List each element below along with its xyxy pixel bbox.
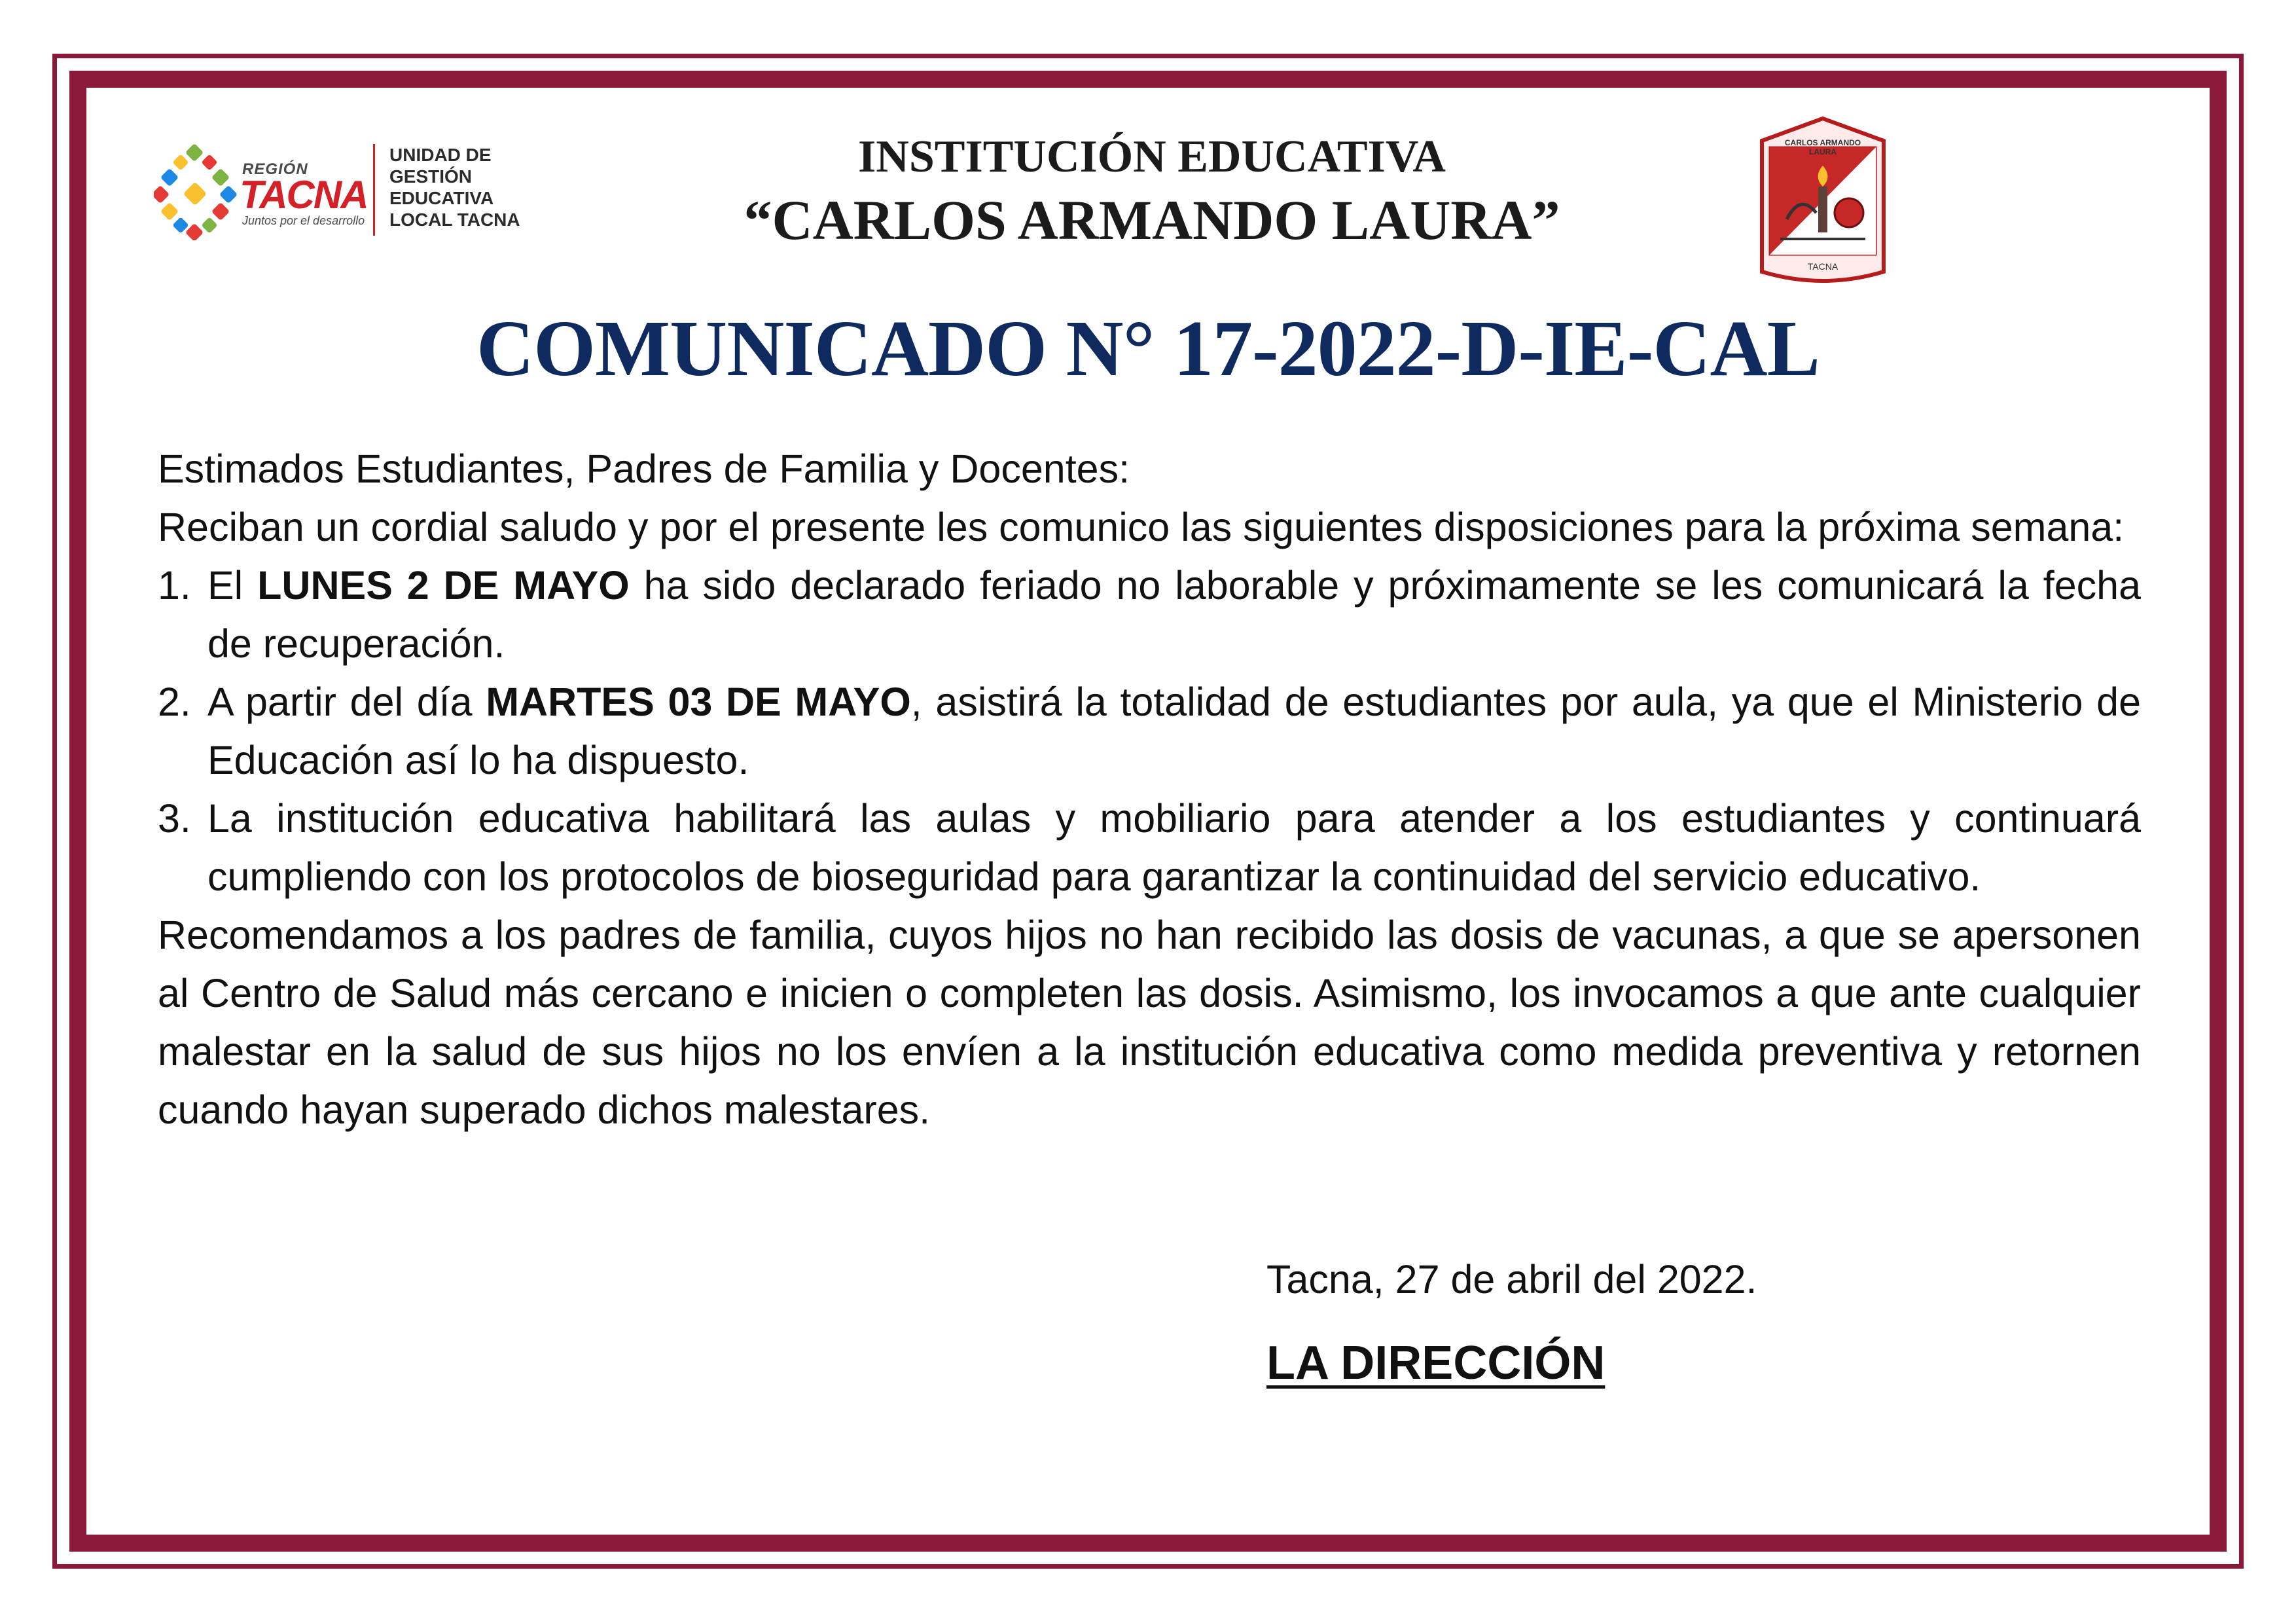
signature-director: LA DIRECCIÓN: [1266, 1337, 1605, 1389]
crest-top-text: CARLOS ARMANDO LAURA: [1784, 138, 1861, 156]
ugel-line: UNIDAD DE: [389, 145, 492, 165]
list-item-text: La institución educativa habilitará las aulas y mobiliario para atender a los estudiantes y continuará cumpliendo con los protocolos de bioseguridad para garantizar la continuidad del servicio educativo.: [207, 796, 2141, 899]
communique-body: [158, 440, 2141, 1139]
list-item-highlight: LUNES 2 DE MAYO: [257, 563, 630, 608]
intro-paragraph: Reciban un cordial saludo y por el presente les comunico las siguientes disposiciones para la próxima semana:: [158, 505, 2125, 549]
school-crest: [1754, 115, 1892, 291]
institution-title: INSTITUCIÓN EDUCATIVA: [858, 132, 1446, 182]
salutation: Estimados Estudiantes, Padres de Familia y Docentes:: [158, 447, 1130, 491]
region-tagline: Juntos por el desarrollo: [242, 214, 365, 227]
list-item: [158, 790, 2141, 906]
region-name: TACNA: [240, 173, 368, 217]
ugel-line: LOCAL TACNA: [389, 210, 520, 230]
list-item-text: A partir del día: [207, 680, 486, 724]
list-item: [158, 556, 2141, 673]
ugel-name: [389, 144, 527, 230]
list-item: [158, 673, 2141, 790]
logo-divider: [373, 144, 375, 236]
list-item-highlight: MARTES 03 DE MAYO: [486, 680, 911, 724]
list-item-text: El: [207, 563, 258, 608]
ugel-line: EDUCATIVA: [389, 188, 494, 208]
signature-block: [1266, 1250, 2052, 1393]
tacna-pinwheel-icon: [154, 142, 239, 240]
list-item-text: , asistirá la totalidad de estudiantes por aula, ya que el Ministerio de Educación así lo ha dispuesto.: [207, 680, 2142, 782]
crest-bottom-text: TACNA: [1807, 261, 1839, 272]
school-name: “CARLOS ARMANDO LAURA”: [744, 189, 1560, 251]
list-item-number: 1.: [158, 563, 191, 608]
signature-date: Tacna, 27 de abril del 2022.: [1266, 1257, 1757, 1302]
recommendation-paragraph: Recomendamos a los padres de familia, cuyos hijos no han recibido las dosis de vacunas, a que se apersonen al Centro de Salud más cercano e inicien o completen las dosis. Asimismo, los invocamos a que ante cualquier malestar en la salud de sus hijos no los envíen a la institución educativa como medida preventiva y retornen cuando hayan superado dichos malestares.: [158, 913, 2141, 1132]
ugel-line: GESTIÓN: [389, 166, 473, 187]
region-label: REGIÓN: [242, 160, 308, 178]
dispositions-list: [158, 556, 2141, 906]
comunicado-title: COMUNICADO N° 17-2022-D-IE-CAL: [476, 304, 1820, 393]
list-item-number: 3.: [158, 796, 191, 841]
list-item-text: ha sido declarado feriado no laborable y próximamente se les comunicará la fecha de recuperación.: [207, 563, 2141, 666]
list-item-number: 2.: [158, 680, 191, 724]
region-tacna-logo: [154, 134, 520, 246]
